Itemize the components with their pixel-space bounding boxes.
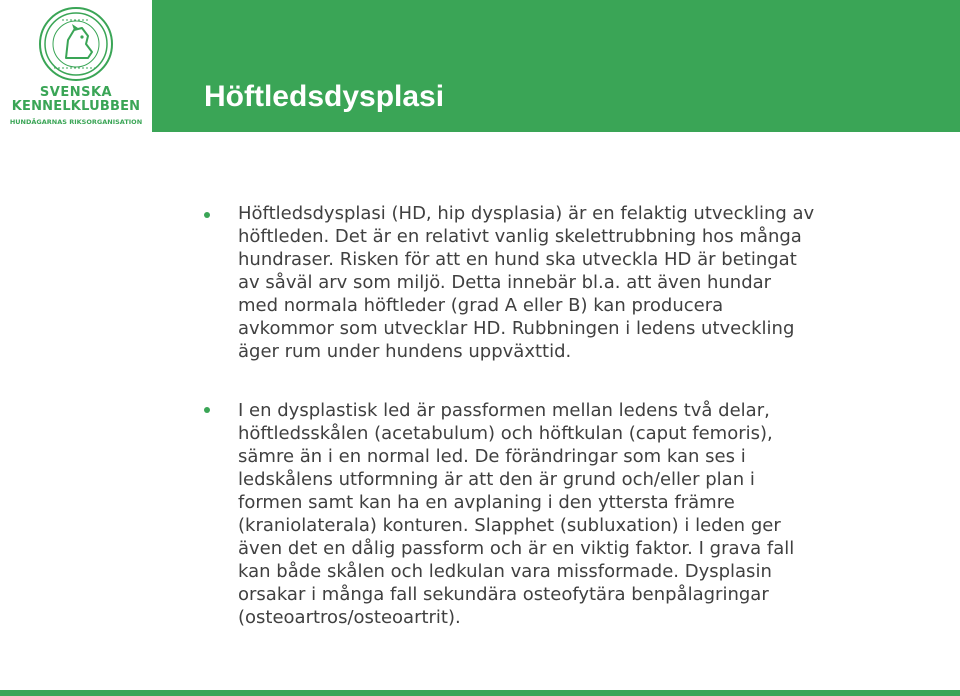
text-line: hundraser. Risken för att en hund ska utveckla HD är betingat <box>238 249 797 270</box>
text-line: med normala höftleder (grad A eller B) kan producera <box>238 295 724 316</box>
text-line: även det en dålig passform och är en viktig faktor. I grava fall <box>238 538 795 559</box>
text-line: (osteoartros/osteoartrit). <box>238 607 461 628</box>
text-line: äger rum under hundens uppväxttid. <box>238 341 572 362</box>
logo-name-line1: SVENSKA <box>39 85 113 100</box>
text-line: höftledsskålen (acetabulum) och höftkulan (caput femoris), <box>238 423 773 444</box>
skk-logo <box>0 0 152 132</box>
text-line: höftleden. Det är en relativt vanlig skelettrubbning hos många <box>238 226 802 247</box>
logo-tagline: HUNDÄGARNAS RIKSORGANISATION <box>9 118 143 126</box>
text-line: avkommor som utvecklar HD. Rubbningen i ledens utveckling <box>238 318 795 339</box>
bullet-paragraph-2 <box>238 399 868 629</box>
text-line: ledskålens utformning är att den är grund och/eller plan i <box>238 469 755 490</box>
text-line: I en dysplastisk led är passformen mellan ledens två delar, <box>238 400 770 421</box>
text-line: sämre än i en normal led. De förändringar som kan ses i <box>238 446 746 467</box>
bullet-dot-icon <box>204 407 210 413</box>
bullet-paragraph-1 <box>238 202 868 363</box>
text-line: (kraniolaterala) konturen. Slapphet (subluxation) i leden ger <box>238 515 781 536</box>
slide-title: Höftledsdysplasi <box>204 80 445 113</box>
text-line: av såväl arv som miljö. Detta innebär bl.a. att även hundar <box>238 272 772 293</box>
title-bar <box>152 0 960 132</box>
text-line: formen samt kan ha en avplaning i den yttersta främre <box>238 492 735 513</box>
text-line: Höftledsdysplasi (HD, hip dysplasia) är en felaktig utveckling av <box>238 203 815 224</box>
bullet-dot-icon <box>204 212 210 218</box>
bottom-accent-line <box>0 690 960 696</box>
logo-name-line2: KENNELKLUBBEN <box>11 99 141 114</box>
text-line: orsakar i många fall sekundära osteofytära benpålagringar <box>238 584 769 605</box>
text-line: kan både skålen och ledkulan vara missformade. Dysplasin <box>238 561 772 582</box>
skk-seal-icon <box>38 6 114 82</box>
